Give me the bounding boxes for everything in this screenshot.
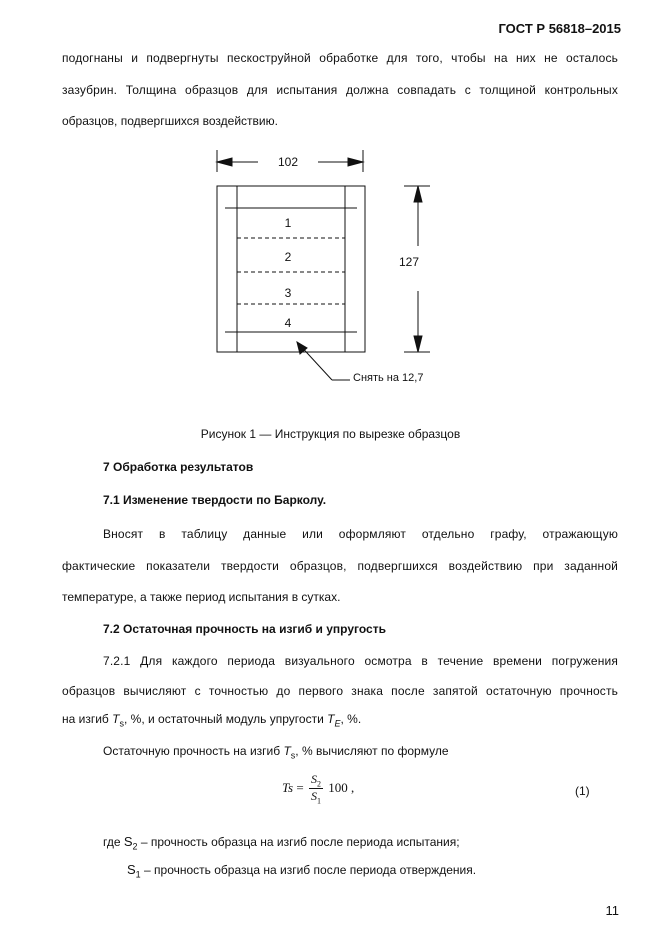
intro-line-3: образцов, подвергшихся воздействию. [62,114,278,128]
intro-line-2: зазубрин. Толщина образцов для испытания должна совпадать с толщиной контрольных [62,83,618,97]
formula-fraction: $\frac{S_2}{S_1}$ [310,772,321,806]
strip-label-3: 3 [284,286,292,300]
dim-width-label: 102 [277,155,299,169]
section-7-2-1-line-2: образцов вычисляют с точностью до первого знака после запятой остаточную прочность [62,684,618,698]
section-7-2-1-line-3: на изгиб $T_s$, %, и остаточный модуль упругости $T_E$, %. [62,712,362,729]
intro-line-1: подогнаны и подвергнуты пескоструйной обработке для того, чтобы на них не осталось [62,51,618,65]
where-line-1: где $S_2$ – прочность образца на изгиб после периода испытания; [103,834,460,852]
section-7-1-line-3: температуре, а также период испытания в сутках. [62,590,341,604]
formula-multiplier: 100 [328,779,348,795]
strip-label-4: 4 [284,316,292,330]
section-7-1-line-1: Вносят в таблицу данные или оформляют отдельно графу, отражающую [103,527,618,541]
dim-width-arrow-right [348,158,363,166]
dim-height-label: 127 [399,255,420,269]
callout-label: Снять на 12,7 [353,372,424,384]
section-7-2-heading: 7.2 Остаточная прочность на изгиб и упругость [103,622,386,636]
section-7-heading: 7 Обработка результатов [103,460,254,474]
section-7-1-heading: 7.1 Изменение твердости по Барколу. [103,493,327,507]
strip-label-2: 2 [284,250,292,264]
section-7-1-line-2: фактические показатели твердости образцов, подвергшихся воздействию при заданной [62,559,618,573]
document-header: ГОСТ Р 56818–2015 [498,21,621,36]
formula-eq: = [296,779,304,795]
where-line-2: $S_1$ – прочность образца на изгиб после периода отверждения. [127,862,477,880]
section-7-2-1-line-1: 7.2.1 Для каждого периода визуального осмотра в течение времени погружения [103,654,618,668]
formula-tail: , [350,779,355,795]
page-number: 11 [605,903,619,918]
formula-number: (1) [575,784,590,798]
formula-1 [282,772,354,806]
dim-width-arrow-left [217,158,232,166]
strip-label-1: 1 [284,216,292,230]
dim-height-arrow-bottom [414,336,422,352]
specimen-cutting-figure [200,148,460,398]
dim-height-arrow-top [414,186,422,202]
formula-lhs: Ts [282,779,294,795]
figure-caption: Рисунок 1 — Инструкция по вырезке образцов [200,427,461,441]
formula-intro: Остаточную прочность на изгиб $T_s$, % вычисляют по формуле [103,744,449,761]
